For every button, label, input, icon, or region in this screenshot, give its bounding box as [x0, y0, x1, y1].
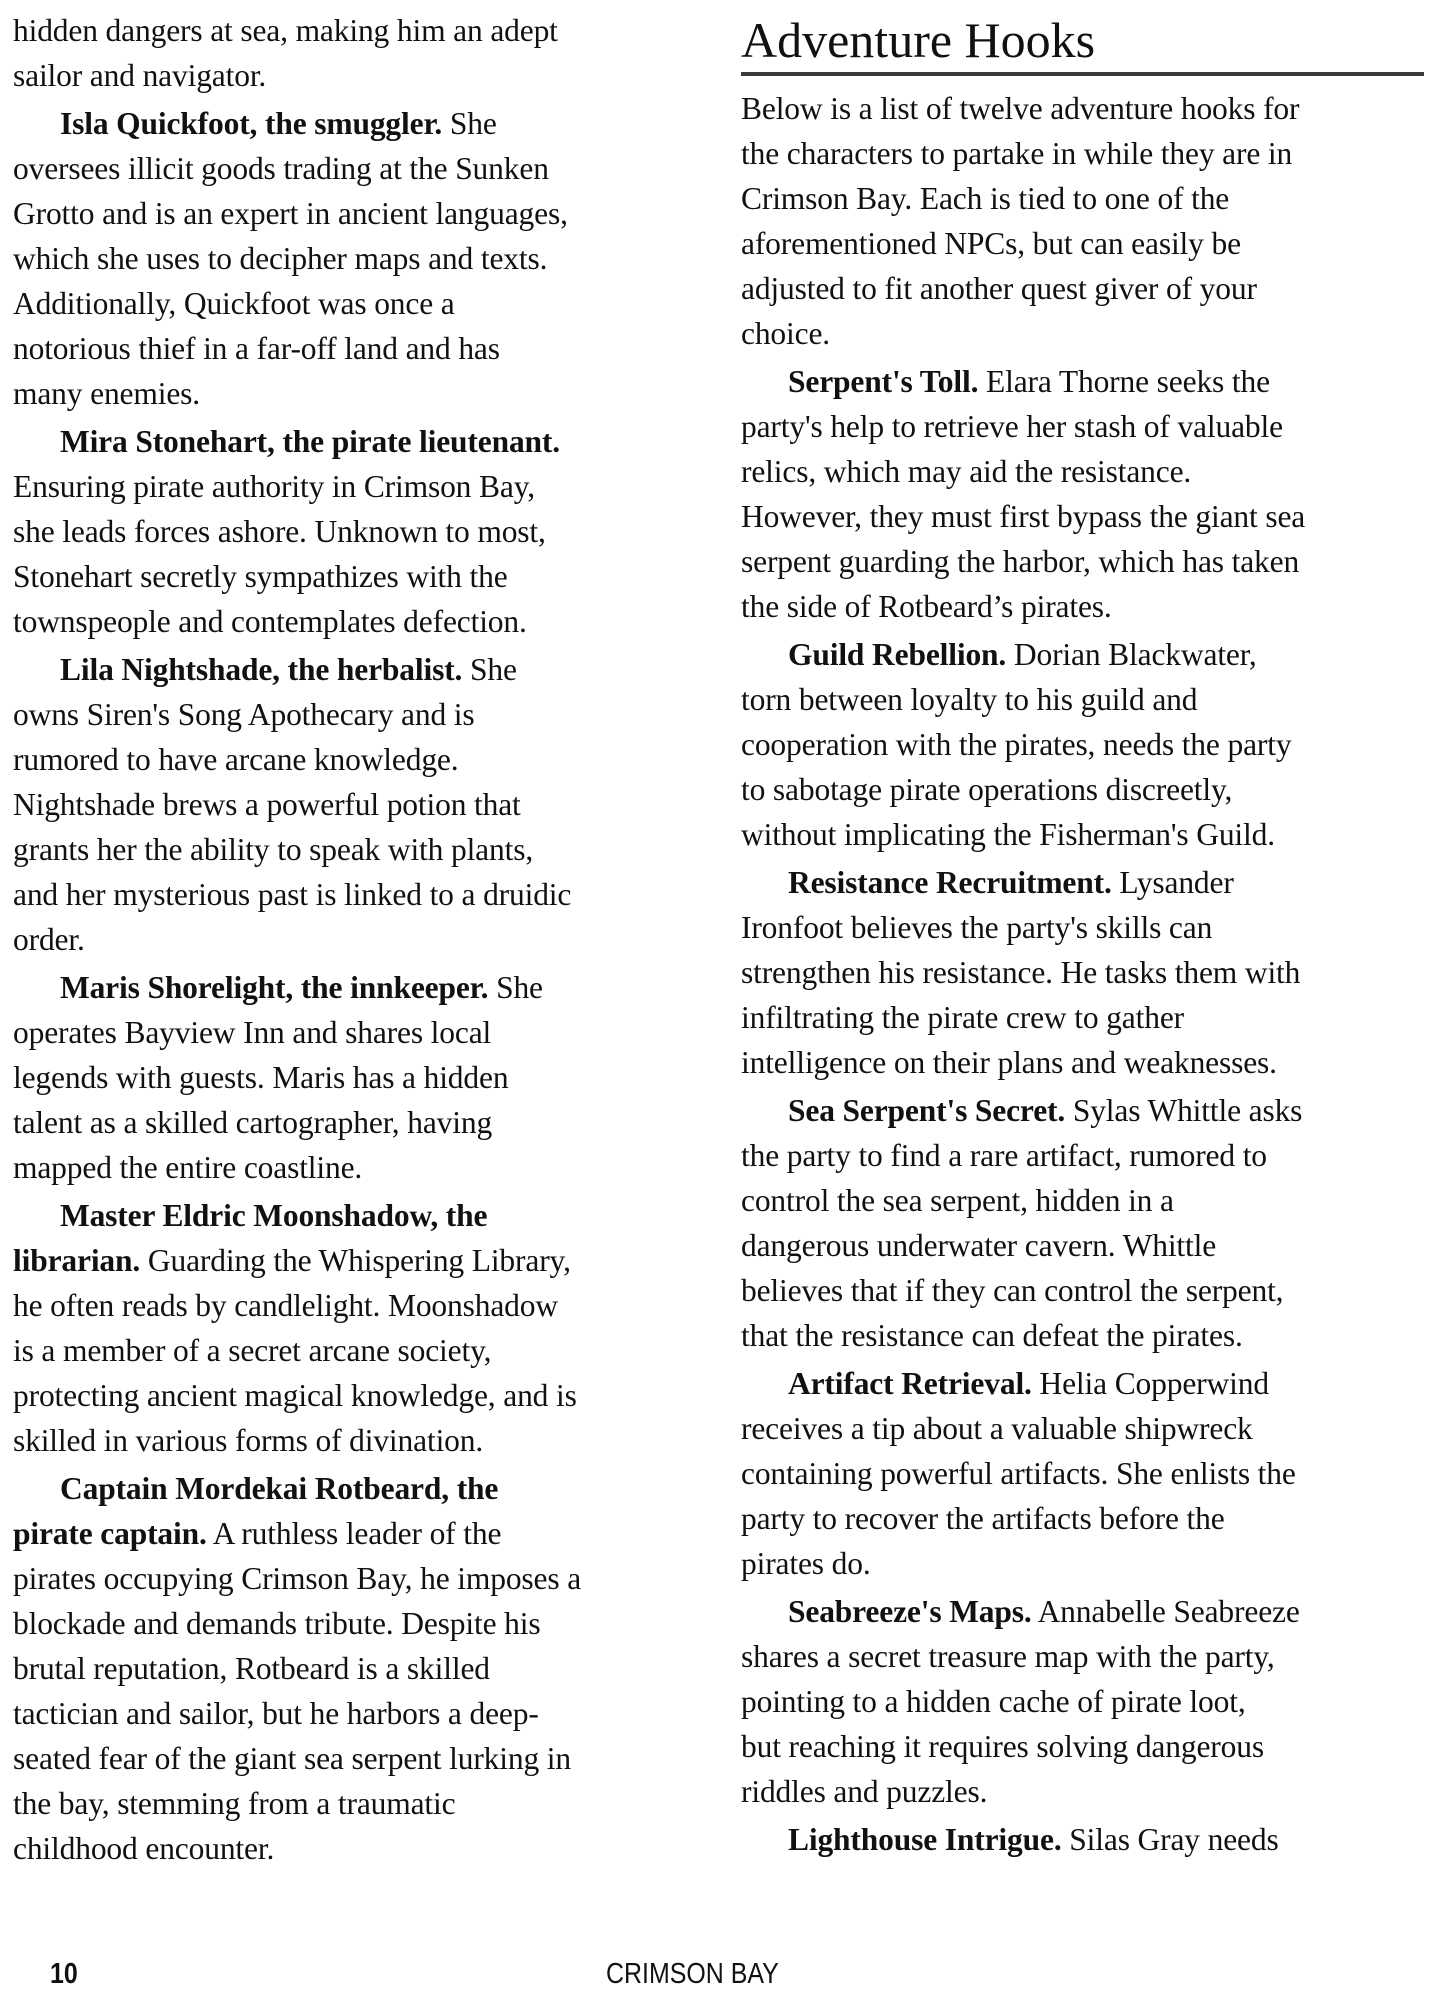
body-text: Nightshade brews a powerful potion that	[13, 787, 521, 822]
body-text: Sylas Whittle asks	[1065, 1093, 1303, 1128]
text-line	[741, 1724, 1431, 1769]
text-line	[13, 1010, 703, 1055]
body-text: Grotto and is an expert in ancient languages,	[13, 196, 568, 231]
text-line	[13, 1601, 703, 1646]
paragraph-start-line	[741, 359, 1431, 404]
body-text: hidden dangers at sea, making him an adept	[13, 13, 558, 48]
text-line	[13, 1646, 703, 1691]
body-text: the side of Rotbeard’s pirates.	[741, 589, 1112, 624]
entry-title: Lighthouse Intrigue.	[788, 1822, 1062, 1857]
text-line	[13, 1736, 703, 1781]
paragraph-start-line	[13, 647, 703, 692]
body-text: She	[488, 970, 543, 1005]
body-text: Additionally, Quickfoot was once a	[13, 286, 455, 321]
body-text: tactician and sailor, but he harbors a deep-	[13, 1696, 539, 1731]
text-line	[13, 146, 703, 191]
paragraph-start-line	[13, 1466, 703, 1511]
entry-title: pirate captain.	[13, 1516, 207, 1551]
text-line	[13, 1238, 703, 1283]
text-line	[13, 509, 703, 554]
text-line	[741, 1769, 1431, 1814]
text-line	[741, 1178, 1431, 1223]
body-text: many enemies.	[13, 376, 200, 411]
body-text: to sabotage pirate operations discreetly,	[741, 772, 1233, 807]
body-text: talent as a skilled cartographer, having	[13, 1105, 493, 1140]
text-line	[13, 827, 703, 872]
body-text: she leads forces ashore. Unknown to most,	[13, 514, 546, 549]
body-text: that the resistance can defeat the pirates.	[741, 1318, 1243, 1353]
text-line	[741, 767, 1431, 812]
text-line	[13, 1781, 703, 1826]
body-text: Below is a list of twelve adventure hooks for	[741, 91, 1300, 126]
body-text: receives a tip about a valuable shipwreck	[741, 1411, 1253, 1446]
body-text: torn between loyalty to his guild and	[741, 682, 1198, 717]
text-line	[13, 1373, 703, 1418]
body-text: the bay, stemming from a traumatic	[13, 1786, 456, 1821]
right-column	[741, 8, 1431, 1862]
text-line	[741, 1541, 1431, 1586]
paragraph-start-line	[741, 1088, 1431, 1133]
text-line	[13, 191, 703, 236]
body-text: Guarding the Whispering Library,	[140, 1243, 571, 1278]
entry-title: Serpent's Toll.	[788, 364, 979, 399]
text-line	[741, 1496, 1431, 1541]
text-line	[13, 737, 703, 782]
paragraph-start-line	[741, 1361, 1431, 1406]
body-text: rumored to have arcane knowledge.	[13, 742, 459, 777]
text-line	[741, 1040, 1431, 1085]
entry-title: Sea Serpent's Secret.	[788, 1093, 1066, 1128]
text-line	[741, 86, 1431, 131]
text-line	[13, 464, 703, 509]
body-text: mapped the entire coastline.	[13, 1150, 363, 1185]
text-line	[13, 326, 703, 371]
body-text: brutal reputation, Rotbeard is a skilled	[13, 1651, 490, 1686]
body-text: Annabelle Seabreeze	[1031, 1594, 1300, 1629]
body-text: without implicating the Fisherman's Guild.	[741, 817, 1275, 852]
text-line	[741, 1634, 1431, 1679]
text-line	[13, 917, 703, 962]
body-text: She	[462, 652, 517, 687]
body-text: Lysander	[1111, 865, 1234, 900]
body-text: A ruthless leader of the	[206, 1516, 502, 1551]
body-text: control the sea serpent, hidden in a	[741, 1183, 1174, 1218]
entry-title: Isla Quickfoot, the smuggler.	[60, 106, 443, 141]
entry-title: librarian.	[13, 1243, 141, 1278]
entry-title: Captain Mordekai Rotbeard, the	[60, 1471, 499, 1506]
body-text: pirates occupying Crimson Bay, he imposes a	[13, 1561, 582, 1596]
entry-title: Resistance Recruitment.	[788, 865, 1112, 900]
body-text: choice.	[741, 316, 831, 351]
body-text: the party to find a rare artifact, rumored to	[741, 1138, 1267, 1173]
body-text: party to recover the artifacts before the	[741, 1501, 1225, 1536]
text-line	[741, 584, 1431, 629]
paragraph-start-line	[13, 965, 703, 1010]
running-footer-title: CRIMSON BAY	[606, 1958, 779, 1990]
body-text: cooperation with the pirates, needs the party	[741, 727, 1292, 762]
text-line	[741, 1223, 1431, 1268]
text-line	[741, 722, 1431, 767]
entry-title: Mira Stonehart, the pirate lieutenant.	[60, 424, 560, 459]
body-text: grants her the ability to speak with plants,	[13, 832, 534, 867]
body-text: Elara Thorne seeks the	[978, 364, 1270, 399]
body-text: She	[442, 106, 497, 141]
body-text: notorious thief in a far-off land and has	[13, 331, 500, 366]
body-text: and her mysterious past is linked to a druidic	[13, 877, 572, 912]
body-text: believes that if they can control the serpent,	[741, 1273, 1284, 1308]
paragraph-start-line	[741, 1817, 1431, 1862]
paragraph-start-line	[741, 860, 1431, 905]
text-line	[741, 131, 1431, 176]
body-text: adjusted to fit another quest giver of your	[741, 271, 1257, 306]
body-text: serpent guarding the harbor, which has taken	[741, 544, 1300, 579]
body-text: riddles and puzzles.	[741, 1774, 988, 1809]
page-number: 10	[50, 1958, 78, 1990]
body-text: shares a secret treasure map with the party,	[741, 1639, 1275, 1674]
body-text: containing powerful artifacts. She enlists the	[741, 1456, 1296, 1491]
text-line	[13, 1283, 703, 1328]
body-text: he often reads by candlelight. Moonshadow	[13, 1288, 558, 1323]
text-line	[13, 1691, 703, 1736]
text-line	[741, 1268, 1431, 1313]
text-line	[13, 692, 703, 737]
body-text: pirates do.	[741, 1546, 871, 1581]
body-text: relics, which may aid the resistance.	[741, 454, 1192, 489]
body-text: Helia Copperwind	[1031, 1366, 1269, 1401]
body-text: order.	[13, 922, 85, 957]
text-line	[741, 494, 1431, 539]
body-text: skilled in various forms of divination.	[13, 1423, 484, 1458]
text-line	[13, 872, 703, 917]
text-line	[13, 1328, 703, 1373]
entry-title: Seabreeze's Maps.	[788, 1594, 1032, 1629]
body-text: townspeople and contemplates defection.	[13, 604, 527, 639]
text-line	[741, 995, 1431, 1040]
paragraph-start-line	[741, 632, 1431, 677]
body-text: strengthen his resistance. He tasks them with	[741, 955, 1301, 990]
text-line	[741, 311, 1431, 356]
body-text: seated fear of the giant sea serpent lurking in	[13, 1741, 571, 1776]
paragraph-start-line	[741, 1589, 1431, 1634]
paragraph-start-line	[13, 1193, 703, 1238]
text-line	[13, 1145, 703, 1190]
text-line	[741, 905, 1431, 950]
text-line	[13, 554, 703, 599]
text-line	[741, 266, 1431, 311]
body-text: protecting ancient magical knowledge, and is	[13, 1378, 577, 1413]
body-text: party's help to retrieve her stash of valuable	[741, 409, 1283, 444]
text-line	[13, 1826, 703, 1871]
entry-title: Master Eldric Moonshadow, the	[60, 1198, 488, 1233]
body-text: Ironfoot believes the party's skills can	[741, 910, 1213, 945]
body-text: is a member of a secret arcane society,	[13, 1333, 492, 1368]
body-text: pointing to a hidden cache of pirate loot,	[741, 1684, 1246, 1719]
body-text: operates Bayview Inn and shares local	[13, 1015, 492, 1050]
text-line	[13, 371, 703, 416]
paragraph-start-line	[13, 101, 703, 146]
text-line	[741, 1679, 1431, 1724]
entry-title: Guild Rebellion.	[788, 637, 1007, 672]
body-text: sailor and navigator.	[13, 58, 267, 93]
heading-divider	[741, 72, 1424, 76]
body-text: Dorian Blackwater,	[1006, 637, 1257, 672]
body-text: legends with guests. Maris has a hidden	[13, 1060, 509, 1095]
text-line	[13, 281, 703, 326]
body-text: which she uses to decipher maps and texts.	[13, 241, 548, 276]
section-heading: Adventure Hooks	[741, 12, 1096, 68]
text-line	[741, 1133, 1431, 1178]
text-line	[741, 677, 1431, 722]
body-text: blockade and demands tribute. Despite his	[13, 1606, 541, 1641]
text-line	[13, 1418, 703, 1463]
text-line	[741, 1406, 1431, 1451]
body-text: childhood encounter.	[13, 1831, 275, 1866]
body-text: infiltrating the pirate crew to gather	[741, 1000, 1184, 1035]
body-text: Silas Gray needs	[1061, 1822, 1279, 1857]
entry-title: Maris Shorelight, the innkeeper.	[60, 970, 489, 1005]
text-line	[741, 449, 1431, 494]
body-text: dangerous underwater cavern. Whittle	[741, 1228, 1217, 1263]
text-line	[741, 176, 1431, 221]
left-column	[13, 8, 703, 1871]
text-line	[13, 53, 703, 98]
text-line	[741, 539, 1431, 584]
body-text: intelligence on their plans and weaknesses.	[741, 1045, 1277, 1080]
body-text: Stonehart secretly sympathizes with the	[13, 559, 508, 594]
text-line	[13, 1055, 703, 1100]
entry-title: Lila Nightshade, the herbalist.	[60, 652, 463, 687]
text-line	[13, 1100, 703, 1145]
paragraph-start-line	[13, 419, 703, 464]
text-line	[13, 599, 703, 644]
text-line	[13, 1511, 703, 1556]
text-line	[741, 221, 1431, 266]
text-line	[13, 1556, 703, 1601]
body-text: oversees illicit goods trading at the Sunken	[13, 151, 549, 186]
text-line	[741, 1451, 1431, 1496]
text-line	[741, 950, 1431, 995]
text-line	[13, 236, 703, 281]
body-text: aforementioned NPCs, but can easily be	[741, 226, 1241, 261]
text-line	[741, 404, 1431, 449]
body-text: owns Siren's Song Apothecary and is	[13, 697, 475, 732]
text-line	[741, 812, 1431, 857]
body-text: but reaching it requires solving dangerous	[741, 1729, 1264, 1764]
body-text: However, they must first bypass the giant sea	[741, 499, 1306, 534]
entry-title: Artifact Retrieval.	[788, 1366, 1032, 1401]
text-line	[13, 782, 703, 827]
body-text: the characters to partake in while they are in	[741, 136, 1293, 171]
text-line	[741, 1313, 1431, 1358]
body-text: Crimson Bay. Each is tied to one of the	[741, 181, 1230, 216]
text-line	[13, 8, 703, 53]
body-text: Ensuring pirate authority in Crimson Bay,	[13, 469, 535, 504]
adventure-hooks-body	[741, 86, 1431, 1862]
